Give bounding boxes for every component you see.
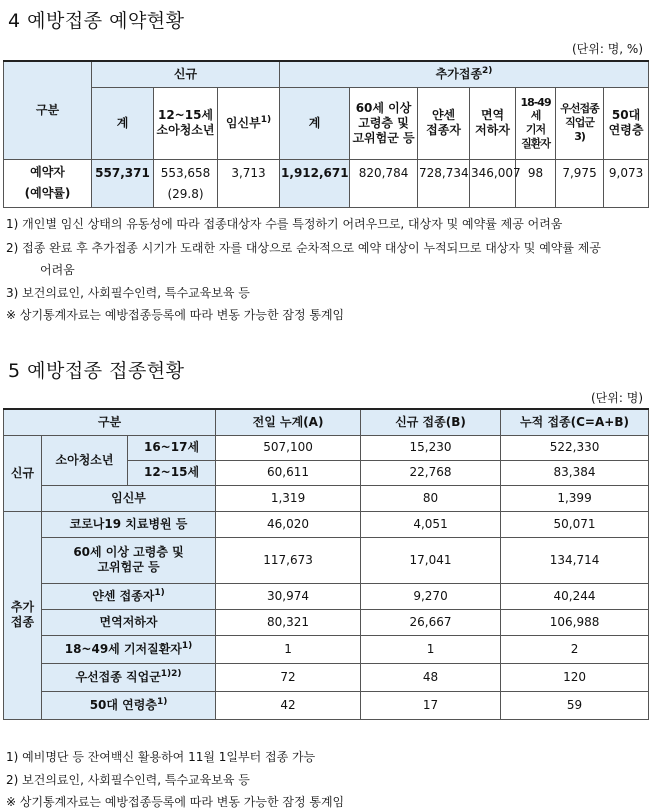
- add-underlying-header: 18-49세 기저 질환자: [516, 87, 556, 159]
- new-pregnant-header: 임신부$^{1)}$: [218, 87, 280, 159]
- s5-row9-b: 17: [361, 691, 501, 719]
- add-total-value: 1,912,671: [280, 159, 350, 207]
- s4-note-2: 2) 접종 완료 후 추가접종 시기가 도래한 자를 대상으로 순차적으로 예약 대상이 누적되므로 대상자 및 예약률 제공: [6, 241, 601, 255]
- add-underlying-value: 98: [516, 159, 556, 207]
- s5-row0-a: 507,100: [216, 435, 361, 460]
- s4-note-1: 1) 개인별 임신 상태의 유동성에 따라 접종대상자 수를 특정하기 어려우므로, 대상자 및 예약률 제공 어려움: [6, 217, 563, 231]
- s5-row2-c: 1,399: [501, 485, 649, 511]
- add-priority-header: 우선접종 직업군 3): [556, 87, 604, 159]
- s5-row7-c: 2: [501, 635, 649, 663]
- s5-row5-c: 40,244: [501, 583, 649, 609]
- s5-row-label-8: 우선접종 직업군$^{1)2)}$: [42, 663, 216, 691]
- add-elderly-header: 60세 이상 고령층 및 고위험군 등: [350, 87, 418, 159]
- s5-row8-b: 48: [361, 663, 501, 691]
- reservation-table: [3, 60, 649, 208]
- add-elderly-value: 820,784: [350, 159, 418, 207]
- s4-note-3: 3) 보건의료인, 사회필수인력, 특수교육보육 등: [6, 286, 250, 300]
- s5-row7-a: 1: [216, 635, 361, 663]
- add-50s-header: 50대 연령층: [604, 87, 649, 159]
- s5-row6-a: 80,321: [216, 609, 361, 635]
- s5-row6-b: 26,667: [361, 609, 501, 635]
- s5-cum-header: 누적 접종(C=A+B): [501, 409, 649, 435]
- s5-category-header: 구분: [4, 409, 216, 435]
- category-header: 구분: [4, 61, 92, 159]
- s5-row7-b: 1: [361, 635, 501, 663]
- s5-row-label-1: 12~15세: [128, 460, 216, 485]
- s5-row-label-5: 얀센 접종자$^{1)}$: [42, 583, 216, 609]
- section4-unit: (단위: 명, %): [571, 42, 643, 56]
- section5-title: 5 예방접종 접종현황: [8, 360, 185, 382]
- s5-row2-a: 1,319: [216, 485, 361, 511]
- additional-header: 추가접종$^{2)}$: [280, 61, 649, 87]
- s5-add-group: 추가 접종: [4, 511, 42, 719]
- s5-row1-c: 83,384: [501, 460, 649, 485]
- s5-row2-b: 80: [361, 485, 501, 511]
- s5-youth-group: 소아청소년: [42, 435, 128, 485]
- s5-row8-a: 72: [216, 663, 361, 691]
- s5-row0-c: 522,330: [501, 435, 649, 460]
- s5-row-label-2: 임신부: [42, 485, 216, 511]
- s5-prev-header: 전일 누계(A): [216, 409, 361, 435]
- new-youth-value: 553,658 (29.8): [154, 159, 218, 207]
- s5-new-header: 신규 접종(B): [361, 409, 501, 435]
- s5-row5-a: 30,974: [216, 583, 361, 609]
- s5-note-1: 1) 예비명단 등 잔여백신 활용하여 11월 1일부터 접종 가능: [6, 750, 316, 764]
- s5-row6-c: 106,988: [501, 609, 649, 635]
- add-janssen-value: 728,734: [418, 159, 470, 207]
- s5-row9-a: 42: [216, 691, 361, 719]
- new-total-value: 557,371: [92, 159, 154, 207]
- add-50s-value: 9,073: [604, 159, 649, 207]
- s5-row-label-3: 코로나19 치료병원 등: [42, 511, 216, 537]
- s5-note-2: 2) 보건의료인, 사회필수인력, 특수교육보육 등: [6, 773, 250, 787]
- section4-title: 4 예방접종 예약현황: [8, 10, 185, 32]
- s5-row3-b: 4,051: [361, 511, 501, 537]
- add-janssen-header: 얀센 접종자: [418, 87, 470, 159]
- new-pregnant-value: 3,713: [218, 159, 280, 207]
- s5-row-label-0: 16~17세: [128, 435, 216, 460]
- s5-row9-c: 59: [501, 691, 649, 719]
- s4-note-4: ※ 상기통계자료는 예방접종등록에 따라 변동 가능한 잠정 통계임: [6, 308, 345, 322]
- s5-row3-c: 50,071: [501, 511, 649, 537]
- s5-row3-a: 46,020: [216, 511, 361, 537]
- new-header: 신규: [92, 61, 280, 87]
- s5-row4-c: 134,714: [501, 537, 649, 583]
- s5-row1-a: 60,611: [216, 460, 361, 485]
- vaccination-table: [3, 408, 649, 720]
- s5-row5-b: 9,270: [361, 583, 501, 609]
- s5-note-3: ※ 상기통계자료는 예방접종등록에 따라 변동 가능한 잠정 통계임: [6, 795, 345, 809]
- s5-new-group: 신규: [4, 435, 42, 511]
- s5-row-label-7: 18~49세 기저질환자$^{1)}$: [42, 635, 216, 663]
- section5-unit: (단위: 명): [591, 391, 643, 405]
- s5-row4-a: 117,673: [216, 537, 361, 583]
- add-immuno-header: 면역 저하자: [470, 87, 516, 159]
- add-total-header: 계: [280, 87, 350, 159]
- reservation-row-label: 예약자 (예약률): [4, 159, 92, 207]
- add-priority-value: 7,975: [556, 159, 604, 207]
- s5-row0-b: 15,230: [361, 435, 501, 460]
- s5-row4-b: 17,041: [361, 537, 501, 583]
- new-youth-header: 12~15세 소아청소년: [154, 87, 218, 159]
- s5-row-label-9: 50대 연령층$^{1)}$: [42, 691, 216, 719]
- s5-row1-b: 22,768: [361, 460, 501, 485]
- new-total-header: 계: [92, 87, 154, 159]
- s5-row8-c: 120: [501, 663, 649, 691]
- s5-row-label-4: 60세 이상 고령층 및 고위험군 등: [42, 537, 216, 583]
- s4-note-2-cont: 어려움: [40, 263, 75, 277]
- s5-row-label-6: 면역저하자: [42, 609, 216, 635]
- add-immuno-value: 346,007: [470, 159, 516, 207]
